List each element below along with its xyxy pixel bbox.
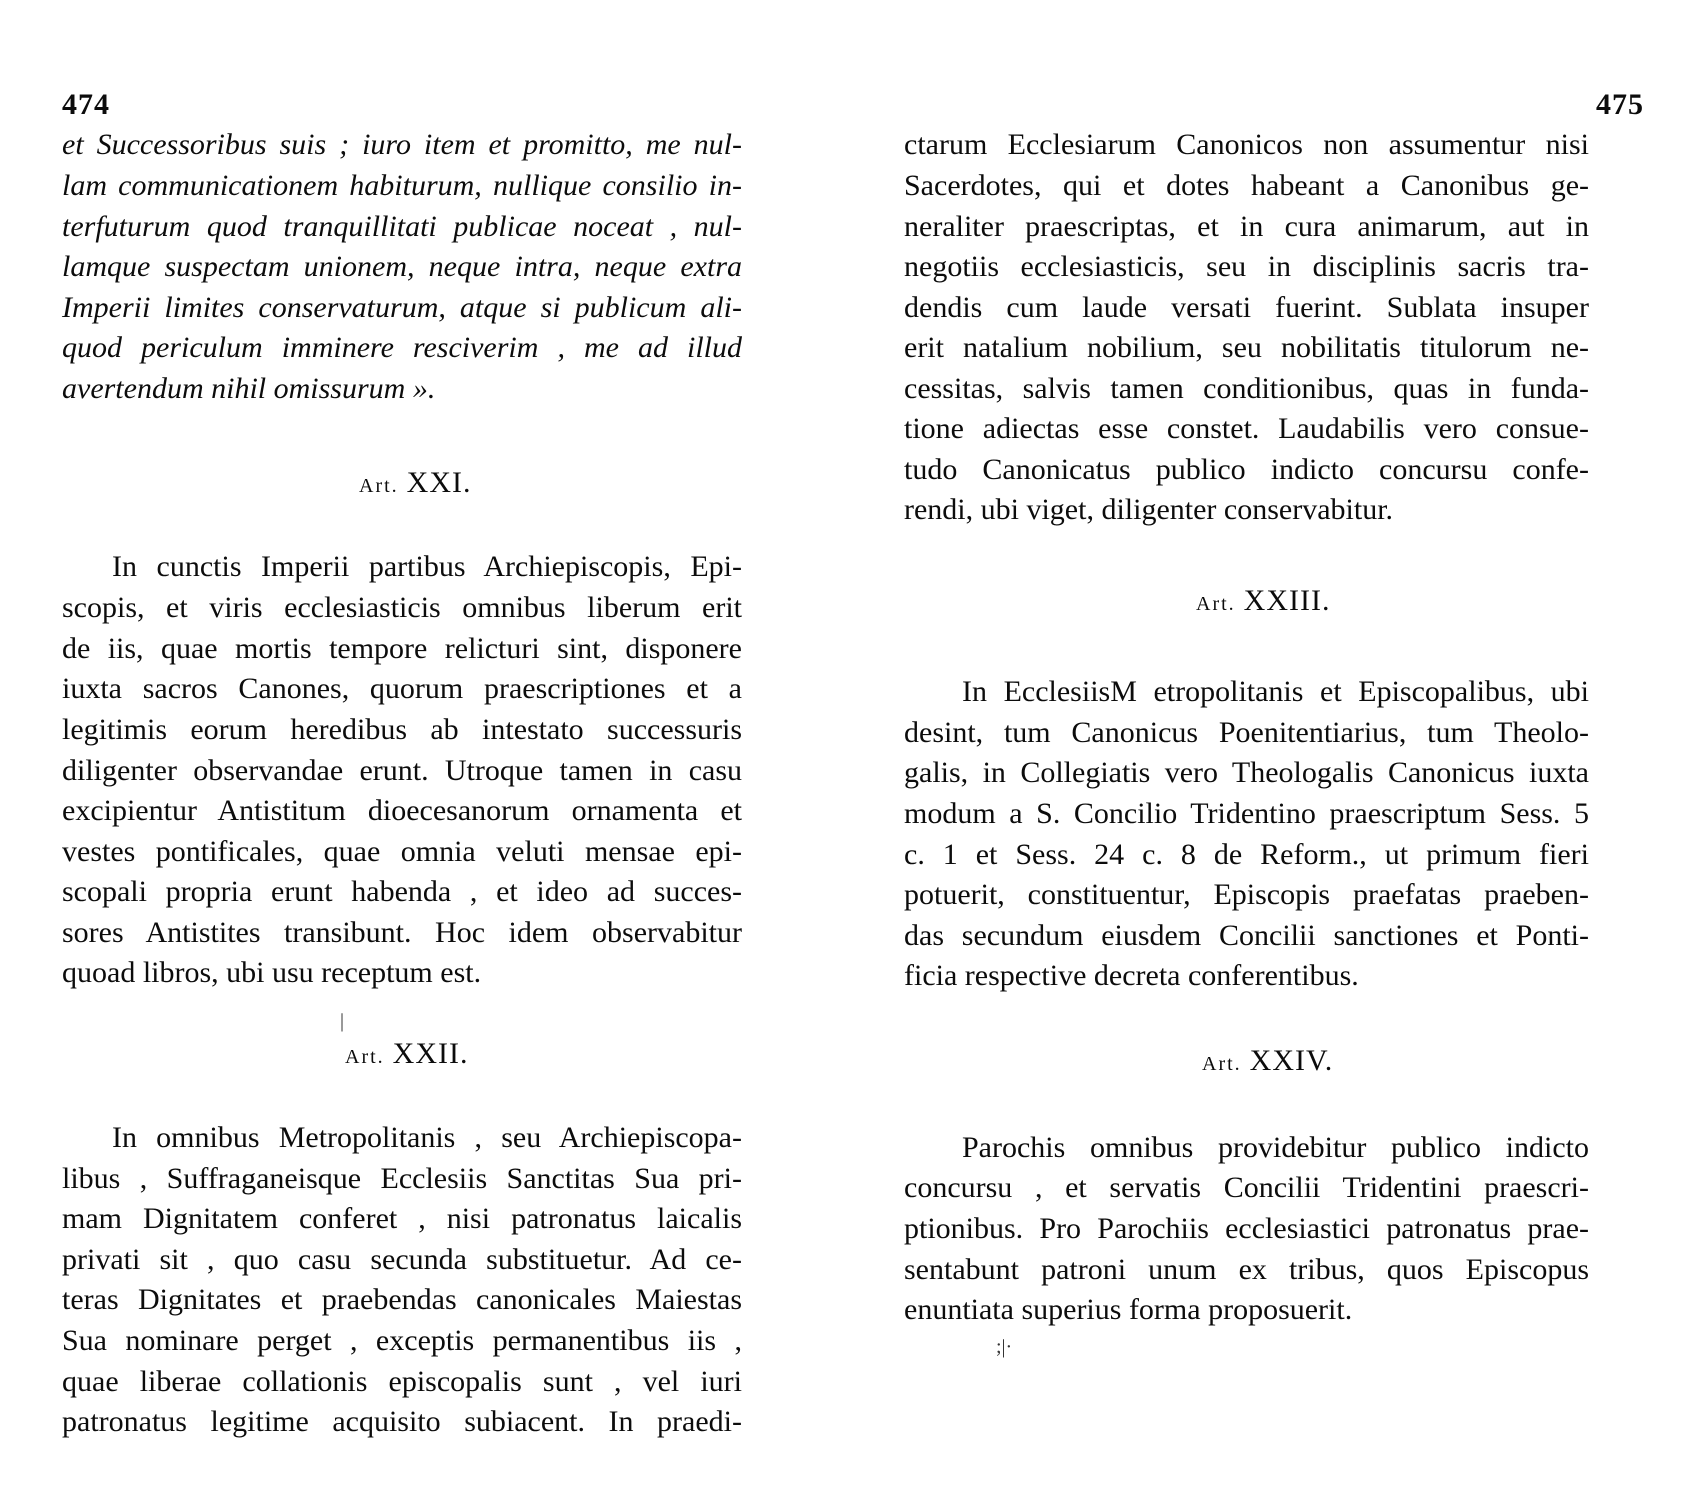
body-line: de iis, quae mortis tempore relicturi sint, disponere [62, 632, 742, 665]
article-prefix: Art. [1202, 1053, 1242, 1075]
body-line: enuntiata superius forma proposuerit. [904, 1293, 1353, 1326]
article-numeral: XXII. [392, 1037, 469, 1070]
body-line: dendis cum laude versati fuerint. Sublata insuper [904, 291, 1589, 324]
body-line: das secundum eiusdem Concilii sanctiones et Ponti- [904, 919, 1589, 952]
body-line: tione adiectas esse constet. Laudabilis vero consue- [904, 412, 1589, 445]
article-prefix: Art. [1196, 593, 1236, 615]
oath-line: quod periculum imminere resciverim , me ad illud [62, 331, 742, 364]
body-line: modum a S. Concilio Tridentino praescriptum Sess. 5 [904, 797, 1589, 830]
body-line: potuerit, constituentur, Episcopis praefatas praeben- [904, 878, 1589, 911]
oath-line: et Successoribus suis ; iuro item et promitto, me nul- [62, 128, 742, 161]
body-line: vestes pontificales, quae omnia veluti mensae epi- [62, 835, 742, 868]
body-line: cessitas, salvis tamen conditionibus, quas in funda- [904, 372, 1589, 405]
body-line: ficia respective decreta conferentibus. [904, 959, 1359, 992]
body-line: negotiis ecclesiasticis, seu in disciplinis sacris tra- [904, 250, 1589, 283]
article-heading-xxiv [1202, 1044, 1333, 1078]
article-numeral: XXIV. [1249, 1044, 1334, 1077]
article-heading-xxii [345, 1037, 468, 1071]
body-line: quae liberae collationis episcopalis sunt , vel iuri [62, 1365, 742, 1398]
body-line: sores Antistites transibunt. Hoc idem observabitur [62, 916, 742, 949]
oath-line: Imperii limites conservaturum, atque si publicum ali- [62, 291, 742, 324]
body-line: ptionibus. Pro Parochiis ecclesiastici patronatus prae- [904, 1212, 1589, 1245]
print-speck: ;|· [996, 1336, 1013, 1358]
body-line: privati sit , quo casu secunda substituetur. Ad ce- [62, 1243, 742, 1276]
body-line: scopis, et viris ecclesiasticis omnibus liberum erit [62, 591, 742, 624]
body-line: patronatus legitime acquisito subiacent. In praedi- [62, 1405, 742, 1438]
body-line: tudo Canonicatus publico indicto concursu confe- [904, 453, 1589, 486]
body-line: In cunctis Imperii partibus Archiepiscopis, Epi- [112, 550, 742, 583]
article-heading-xxi [359, 466, 472, 500]
body-line: mam Dignitatem conferet , nisi patronatus laicalis [62, 1202, 742, 1235]
article-heading-xxiii [1196, 584, 1330, 618]
body-line: excipientur Antistitum dioecesanorum ornamenta et [62, 794, 742, 827]
body-line: In EcclesiisM etropolitanis et Episcopalibus, ubi [962, 675, 1589, 708]
page-number-left: 474 [62, 88, 110, 121]
body-line: quoad libros, ubi usu receptum est. [62, 956, 482, 989]
body-line: rendi, ubi viget, diligenter conservabitur. [904, 493, 1394, 526]
body-line: desint, tum Canonicus Poenitentiarius, tum Theolo- [904, 716, 1589, 749]
body-line: galis, in Collegiatis vero Theologalis Canonicus iuxta [904, 756, 1589, 789]
body-line: erit natalium nobilium, seu nobilitatis titulorum ne- [904, 331, 1589, 364]
body-line: sentabunt patroni unum ex tribus, quos Episcopus [904, 1253, 1589, 1286]
body-line: ctarum Ecclesiarum Canonicos non assumentur nisi [904, 128, 1589, 161]
body-line: diligenter observandae erunt. Utroque tamen in casu [62, 754, 742, 787]
body-line: In omnibus Metropolitanis , seu Archiepiscopa- [112, 1121, 742, 1154]
body-line: c. 1 et Sess. 24 c. 8 de Reform., ut primum fieri [904, 838, 1589, 871]
oath-line: avertendum nihil omissurum ». [62, 372, 436, 405]
right-page [849, 0, 1698, 1500]
print-speck: | [340, 1010, 345, 1032]
body-line: concursu , et servatis Concilii Tridentini praescri- [904, 1171, 1589, 1204]
article-prefix: Art. [359, 475, 399, 497]
body-line: legitimis eorum heredibus ab intestato successuris [62, 713, 742, 746]
article-numeral: XXI. [406, 466, 472, 499]
body-line: teras Dignitates et praebendas canonicales Maiestas [62, 1283, 742, 1316]
oath-line: lam communicationem habiturum, nullique consilio in- [62, 169, 742, 202]
body-line: scopali propria erunt habenda , et ideo ad succes- [62, 875, 742, 908]
body-line: neraliter praescriptas, et in cura animarum, aut in [904, 210, 1589, 243]
oath-line: lamque suspectam unionem, neque intra, neque extra [62, 250, 742, 283]
body-line: libus , Suffraganeisque Ecclesiis Sanctitas Sua pri- [62, 1162, 742, 1195]
article-numeral: XXIII. [1243, 584, 1331, 617]
body-line: Sacerdotes, qui et dotes habeant a Canonibus ge- [904, 169, 1589, 202]
body-line: Sua nominare perget , exceptis permanentibus iis , [62, 1324, 742, 1357]
article-prefix: Art. [345, 1046, 385, 1068]
body-line: iuxta sacros Canones, quorum praescriptiones et a [62, 672, 742, 705]
page-number-right: 475 [1596, 88, 1644, 121]
oath-line: terfuturum quod tranquillitati publicae noceat , nul- [62, 210, 742, 243]
body-line: Parochis omnibus providebitur publico indicto [962, 1131, 1589, 1164]
